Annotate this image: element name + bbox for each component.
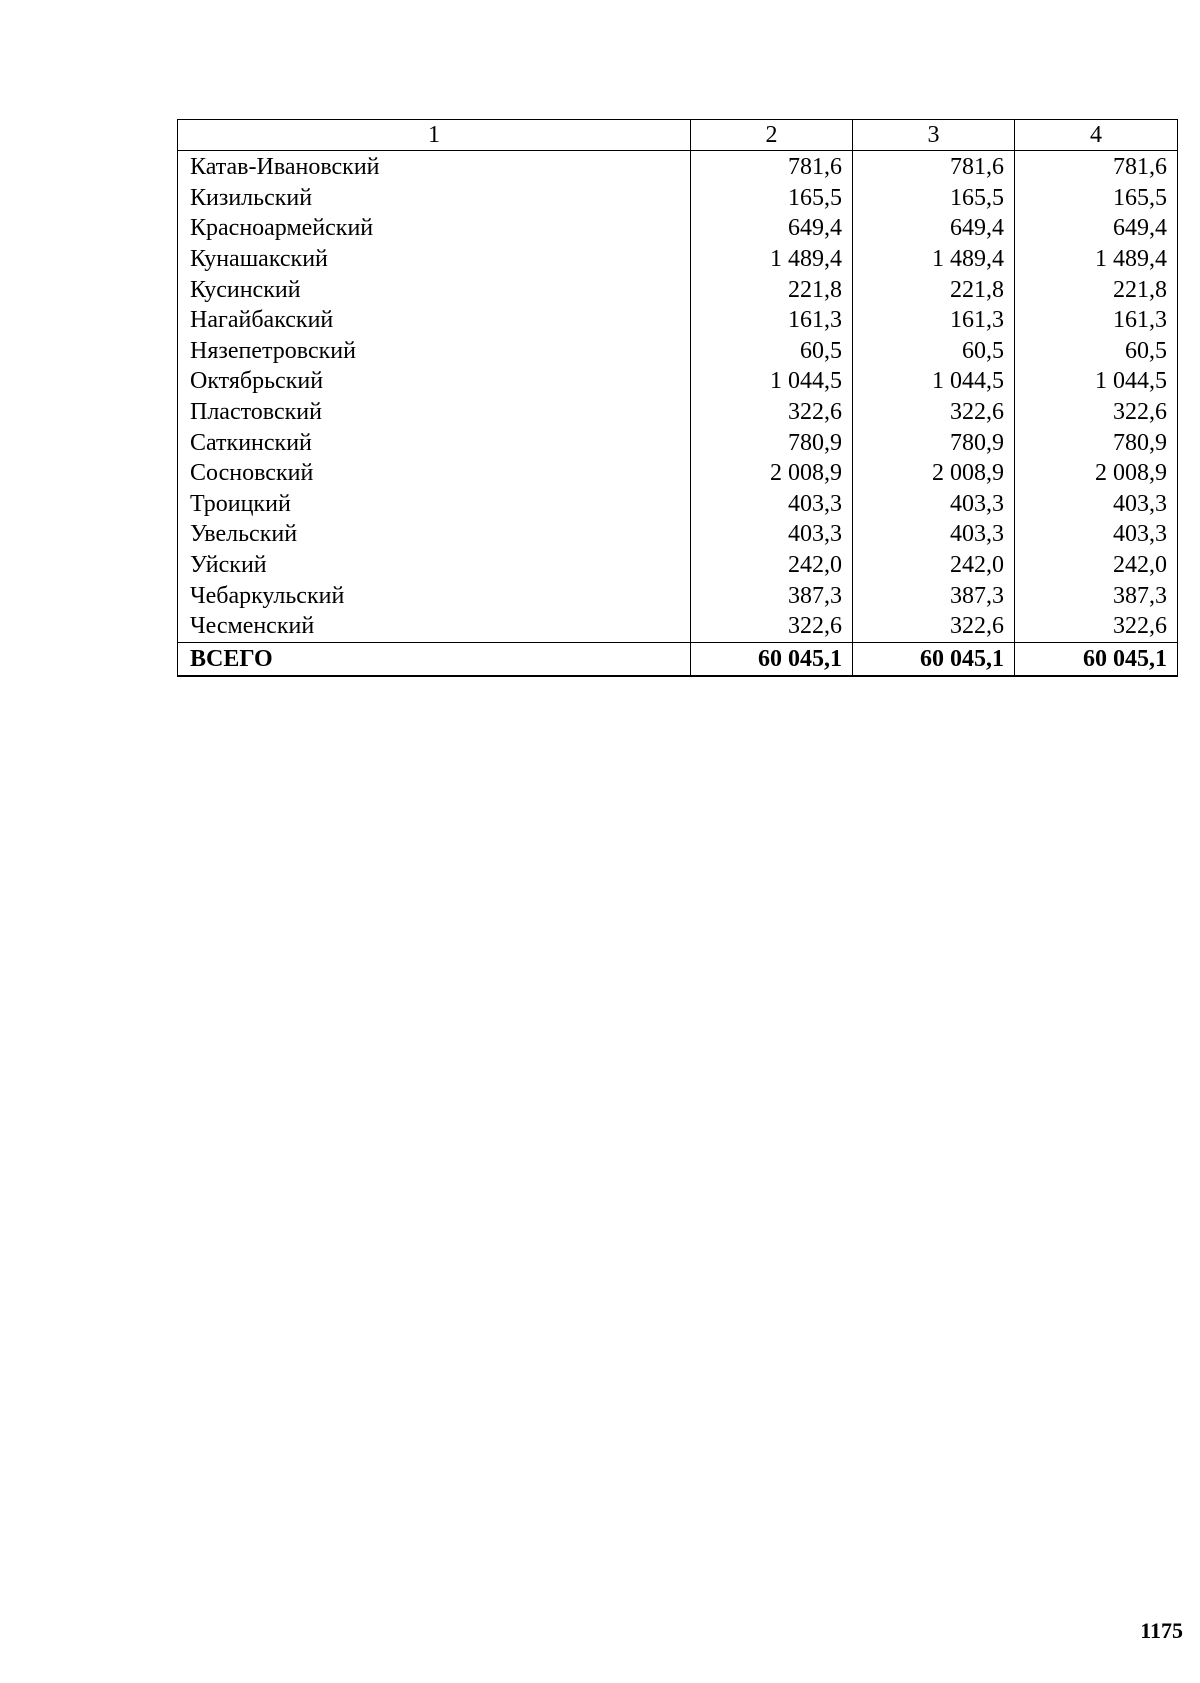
value-col-3: 165,5 xyxy=(853,183,1015,214)
value-col-3: 161,3 xyxy=(853,305,1015,336)
value-col-2: 165,5 xyxy=(691,183,853,214)
value-col-2: 322,6 xyxy=(691,397,853,428)
total-value-4: 60 045,1 xyxy=(1015,642,1178,676)
table-row xyxy=(178,151,1178,183)
value-col-2: 781,6 xyxy=(691,151,853,183)
district-name: Увельский xyxy=(178,519,691,550)
value-col-4: 242,0 xyxy=(1015,550,1178,581)
table-row xyxy=(178,611,1178,642)
value-col-4: 1 489,4 xyxy=(1015,244,1178,275)
header-cell-4: 4 xyxy=(1015,120,1178,151)
total-label: ВСЕГО xyxy=(178,642,691,676)
total-value-3: 60 045,1 xyxy=(853,642,1015,676)
header-cell-1: 1 xyxy=(178,120,691,151)
value-col-3: 403,3 xyxy=(853,489,1015,520)
value-col-4: 322,6 xyxy=(1015,397,1178,428)
district-name: Нагайбакский xyxy=(178,305,691,336)
value-col-3: 322,6 xyxy=(853,611,1015,642)
district-name: Нязепетровский xyxy=(178,336,691,367)
value-col-4: 221,8 xyxy=(1015,274,1178,305)
value-col-2: 403,3 xyxy=(691,489,853,520)
district-name: Кизильский xyxy=(178,183,691,214)
district-name: Красноармейский xyxy=(178,213,691,244)
district-name: Кусинский xyxy=(178,274,691,305)
table-row xyxy=(178,550,1178,581)
value-col-2: 2 008,9 xyxy=(691,458,853,489)
table-row xyxy=(178,336,1178,367)
table-row xyxy=(178,366,1178,397)
table-row xyxy=(178,519,1178,550)
table-row xyxy=(178,183,1178,214)
table-row xyxy=(178,427,1178,458)
value-col-2: 242,0 xyxy=(691,550,853,581)
table-row xyxy=(178,305,1178,336)
table-row xyxy=(178,244,1178,275)
value-col-2: 161,3 xyxy=(691,305,853,336)
header-cell-3: 3 xyxy=(853,120,1015,151)
page-number: 1175 xyxy=(1140,1618,1183,1643)
value-col-3: 387,3 xyxy=(853,580,1015,611)
value-col-3: 242,0 xyxy=(853,550,1015,581)
value-col-4: 1 044,5 xyxy=(1015,366,1178,397)
table-body xyxy=(178,151,1178,676)
district-name: Пластовский xyxy=(178,397,691,428)
value-col-4: 161,3 xyxy=(1015,305,1178,336)
value-col-3: 322,6 xyxy=(853,397,1015,428)
data-table xyxy=(177,119,1178,677)
value-col-2: 1 044,5 xyxy=(691,366,853,397)
value-col-4: 60,5 xyxy=(1015,336,1178,367)
value-col-3: 1 044,5 xyxy=(853,366,1015,397)
value-col-2: 387,3 xyxy=(691,580,853,611)
value-col-2: 649,4 xyxy=(691,213,853,244)
value-col-4: 2 008,9 xyxy=(1015,458,1178,489)
value-col-3: 2 008,9 xyxy=(853,458,1015,489)
value-col-3: 781,6 xyxy=(853,151,1015,183)
district-name: Катав-Ивановский xyxy=(178,151,691,183)
value-col-4: 403,3 xyxy=(1015,489,1178,520)
district-name: Чебаркульский xyxy=(178,580,691,611)
table-row xyxy=(178,580,1178,611)
value-col-4: 649,4 xyxy=(1015,213,1178,244)
value-col-4: 403,3 xyxy=(1015,519,1178,550)
district-name: Саткинский xyxy=(178,427,691,458)
district-name: Сосновский xyxy=(178,458,691,489)
value-col-4: 322,6 xyxy=(1015,611,1178,642)
value-col-4: 780,9 xyxy=(1015,427,1178,458)
header-cell-2: 2 xyxy=(691,120,853,151)
value-col-2: 60,5 xyxy=(691,336,853,367)
header-row xyxy=(178,120,1178,151)
value-col-3: 60,5 xyxy=(853,336,1015,367)
total-value-2: 60 045,1 xyxy=(691,642,853,676)
value-col-4: 165,5 xyxy=(1015,183,1178,214)
table-row xyxy=(178,397,1178,428)
value-col-3: 1 489,4 xyxy=(853,244,1015,275)
table-row xyxy=(178,274,1178,305)
table-row xyxy=(178,458,1178,489)
table-row xyxy=(178,489,1178,520)
district-name: Троицкий xyxy=(178,489,691,520)
value-col-4: 387,3 xyxy=(1015,580,1178,611)
district-name: Кунашакский xyxy=(178,244,691,275)
value-col-2: 221,8 xyxy=(691,274,853,305)
table-row xyxy=(178,213,1178,244)
value-col-4: 781,6 xyxy=(1015,151,1178,183)
value-col-2: 780,9 xyxy=(691,427,853,458)
district-name: Чесменский xyxy=(178,611,691,642)
value-col-3: 780,9 xyxy=(853,427,1015,458)
value-col-3: 649,4 xyxy=(853,213,1015,244)
district-name: Октябрьский xyxy=(178,366,691,397)
value-col-3: 221,8 xyxy=(853,274,1015,305)
value-col-2: 403,3 xyxy=(691,519,853,550)
value-col-2: 1 489,4 xyxy=(691,244,853,275)
total-row xyxy=(178,642,1178,676)
value-col-2: 322,6 xyxy=(691,611,853,642)
value-col-3: 403,3 xyxy=(853,519,1015,550)
district-name: Уйский xyxy=(178,550,691,581)
